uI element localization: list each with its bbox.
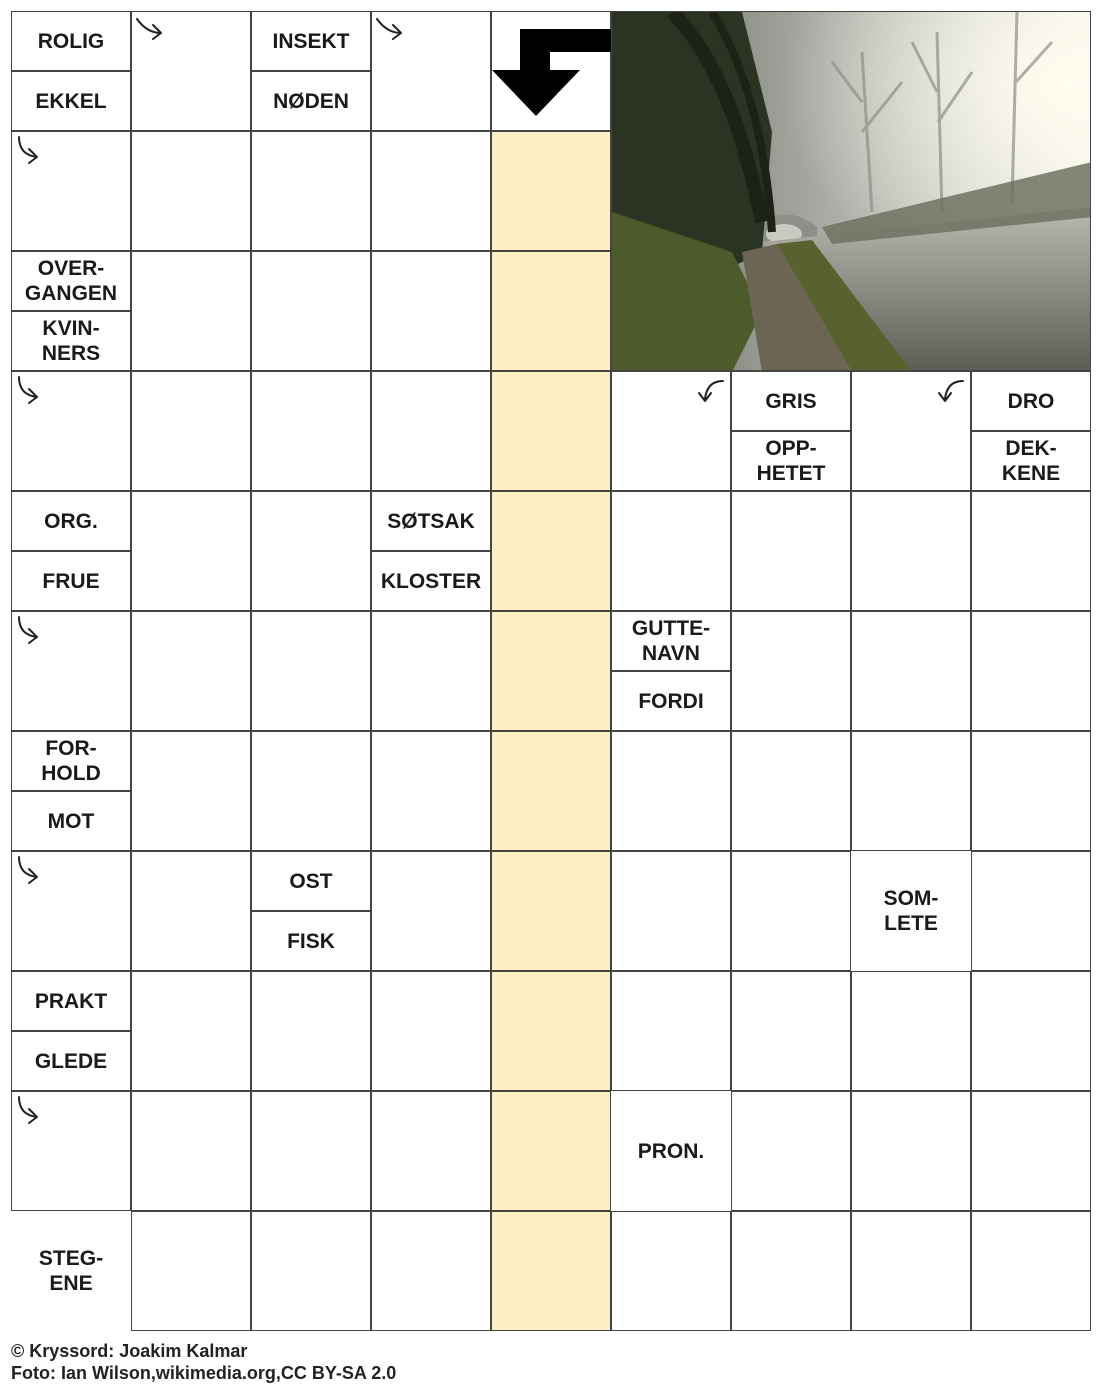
answer-cell[interactable]	[971, 971, 1091, 1091]
answer-cell[interactable]	[131, 971, 251, 1091]
answer-cell[interactable]	[131, 251, 251, 371]
clue-noden: NØDEN	[251, 71, 371, 131]
answer-cell[interactable]	[971, 491, 1091, 611]
answer-cell[interactable]	[251, 731, 371, 851]
answer-cell[interactable]	[131, 1091, 251, 1211]
answer-cell[interactable]	[251, 131, 371, 251]
arrow-down-right-icon	[13, 1093, 47, 1127]
answer-cell[interactable]	[731, 971, 851, 1091]
answer-cell[interactable]	[851, 491, 971, 611]
clue-rolig: ROLIG	[11, 11, 131, 71]
answer-cell[interactable]	[971, 611, 1091, 731]
clue-stegene: STEG- ENE	[11, 1211, 131, 1331]
answer-cell[interactable]	[371, 371, 491, 491]
credit-photo: Foto: Ian Wilson,wikimedia.org,CC BY-SA 2.0	[11, 1363, 397, 1383]
credits	[11, 1340, 396, 1384]
answer-cell[interactable]	[731, 611, 851, 731]
arrow-right-down-icon	[133, 15, 167, 49]
clue-fisk: FISK	[251, 911, 371, 971]
answer-cell[interactable]	[971, 1211, 1091, 1331]
solution-arrow-icon	[491, 11, 611, 131]
answer-cell[interactable]	[491, 1091, 611, 1211]
answer-cell[interactable]	[491, 491, 611, 611]
answer-cell[interactable]	[371, 1211, 491, 1331]
credit-crossword: © Kryssord: Joakim Kalmar	[11, 1341, 248, 1361]
answer-cell[interactable]	[131, 371, 251, 491]
answer-cell[interactable]	[491, 251, 611, 371]
clue-dro: DRO	[971, 371, 1091, 431]
answer-cell[interactable]	[971, 851, 1091, 971]
clue-pron: PRON.	[611, 1091, 731, 1211]
answer-cell[interactable]	[131, 731, 251, 851]
answer-cell[interactable]	[371, 1091, 491, 1211]
answer-cell[interactable]	[131, 131, 251, 251]
clue-mot: MOT	[11, 791, 131, 851]
clue-photo	[611, 11, 1091, 371]
arrow-down-right-icon	[13, 853, 47, 887]
clue-gris: GRIS	[731, 371, 851, 431]
clue-somlete: SOM- LETE	[851, 851, 971, 971]
answer-cell[interactable]	[491, 611, 611, 731]
answer-cell[interactable]	[251, 1211, 371, 1331]
answer-cell[interactable]	[971, 1091, 1091, 1211]
answer-cell[interactable]	[731, 731, 851, 851]
answer-cell[interactable]	[611, 851, 731, 971]
arrow-right-down-icon	[373, 15, 407, 49]
answer-cell[interactable]	[731, 851, 851, 971]
clue-ost: OST	[251, 851, 371, 911]
clue-sotsak: SØTSAK	[371, 491, 491, 551]
clue-prakt: PRAKT	[11, 971, 131, 1031]
answer-cell[interactable]	[131, 851, 251, 971]
answer-cell[interactable]	[371, 251, 491, 371]
answer-cell[interactable]	[251, 251, 371, 371]
answer-cell[interactable]	[131, 1211, 251, 1331]
clue-glede: GLEDE	[11, 1031, 131, 1091]
answer-cell[interactable]	[851, 1211, 971, 1331]
answer-cell[interactable]	[611, 971, 731, 1091]
answer-cell[interactable]	[251, 971, 371, 1091]
answer-cell[interactable]	[611, 1211, 731, 1331]
answer-cell[interactable]	[491, 731, 611, 851]
crossword-grid	[11, 11, 1091, 1331]
answer-cell[interactable]	[851, 611, 971, 731]
answer-cell[interactable]	[371, 131, 491, 251]
clue-org: ORG.	[11, 491, 131, 551]
answer-cell[interactable]	[731, 1091, 851, 1211]
arrow-left-down-icon	[695, 375, 729, 409]
answer-cell[interactable]	[731, 491, 851, 611]
answer-cell[interactable]	[251, 491, 371, 611]
answer-cell[interactable]	[491, 971, 611, 1091]
answer-cell[interactable]	[851, 971, 971, 1091]
answer-cell[interactable]	[371, 611, 491, 731]
answer-cell[interactable]	[131, 611, 251, 731]
clue-dekkene: DEK- KENE	[971, 431, 1091, 491]
answer-cell[interactable]	[491, 371, 611, 491]
answer-cell[interactable]	[251, 1091, 371, 1211]
answer-cell[interactable]	[251, 371, 371, 491]
arrow-down-right-icon	[13, 613, 47, 647]
clue-fordi: FORDI	[611, 671, 731, 731]
answer-cell[interactable]	[971, 731, 1091, 851]
clue-insekt: INSEKT	[251, 11, 371, 71]
answer-cell[interactable]	[371, 731, 491, 851]
answer-cell[interactable]	[731, 1211, 851, 1331]
clue-guttenavn: GUTTE- NAVN	[611, 611, 731, 671]
answer-cell[interactable]	[491, 851, 611, 971]
answer-cell[interactable]	[851, 731, 971, 851]
answer-cell[interactable]	[131, 491, 251, 611]
answer-cell[interactable]	[491, 131, 611, 251]
clue-ekkel: EKKEL	[11, 71, 131, 131]
clue-forhold: FOR- HOLD	[11, 731, 131, 791]
answer-cell[interactable]	[371, 851, 491, 971]
clue-overgangen: OVER- GANGEN	[11, 251, 131, 311]
answer-cell[interactable]	[371, 971, 491, 1091]
arrow-down-right-icon	[13, 133, 47, 167]
answer-cell[interactable]	[491, 1211, 611, 1331]
clue-kvinners: KVIN- NERS	[11, 311, 131, 371]
clue-oppheted: OPP- HETET	[731, 431, 851, 491]
clue-kloster: KLOSTER	[371, 551, 491, 611]
clue-frue: FRUE	[11, 551, 131, 611]
answer-cell[interactable]	[851, 1091, 971, 1211]
answer-cell[interactable]	[251, 611, 371, 731]
arrow-down-right-icon	[13, 373, 47, 407]
answer-cell[interactable]	[611, 731, 731, 851]
arrow-left-down-icon	[935, 375, 969, 409]
answer-cell[interactable]	[611, 491, 731, 611]
